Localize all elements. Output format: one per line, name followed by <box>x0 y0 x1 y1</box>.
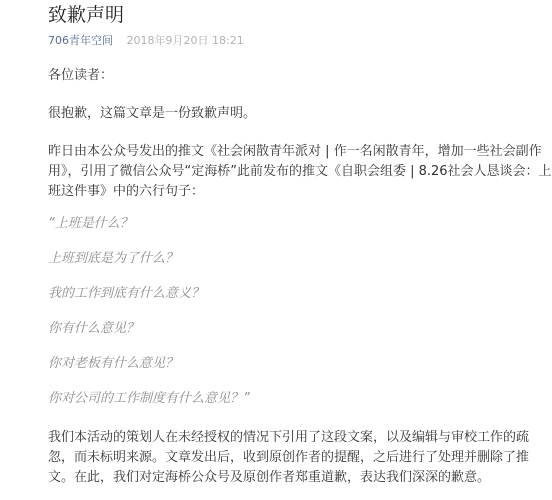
article-title: 致歉声明 <box>48 4 125 26</box>
quote-line-3: 我的工作到底有什么意义？ <box>48 286 205 301</box>
quote-line-5: 你对老板有什么意见？ <box>48 356 179 371</box>
body-line-2: 用》，引用了微信公众号“定海桥”此前发布的推文《自职会组委 | 8.26社会人恳谈会：上 <box>48 164 552 179</box>
quote-line-6: 你对公司的工作制度有什么意见？” <box>48 391 250 406</box>
greeting: 各位读者： <box>48 68 114 83</box>
publish-date: 2018年9月20日 18:21 <box>126 34 244 47</box>
quote-line-1: “上班是什么？ <box>48 216 133 231</box>
closing-line-2: 忽，而未标明来源。文章发出后，收到原创作者的提醒，之后进行了处理并删除了推 <box>48 450 530 465</box>
author-link[interactable]: 706青年空间 <box>48 34 113 47</box>
intro-paragraph: 很抱歉，这篇文章是一份致歉声明。 <box>48 106 257 121</box>
quote-line-2: 上班到底是为了什么？ <box>48 251 179 266</box>
closing-line-3: 文。在此，我们对定海桥公众号及原创作者郑重道歉，表达我们深深的歉意。 <box>48 470 491 485</box>
quote-line-4: 你有什么意见？ <box>48 321 140 336</box>
closing-line-1: 我们本活动的策划人在未经授权的情况下引用了这段文案，以及编辑与审校工作的疏 <box>48 430 530 445</box>
body-line-3: 班这件事》中的六行句子： <box>48 184 205 199</box>
article-meta <box>48 33 244 49</box>
body-line-1: 昨日由本公众号发出的推文《社会闲散青年派对 | 作一名闲散青年，增加一些社会副作 <box>48 144 542 159</box>
